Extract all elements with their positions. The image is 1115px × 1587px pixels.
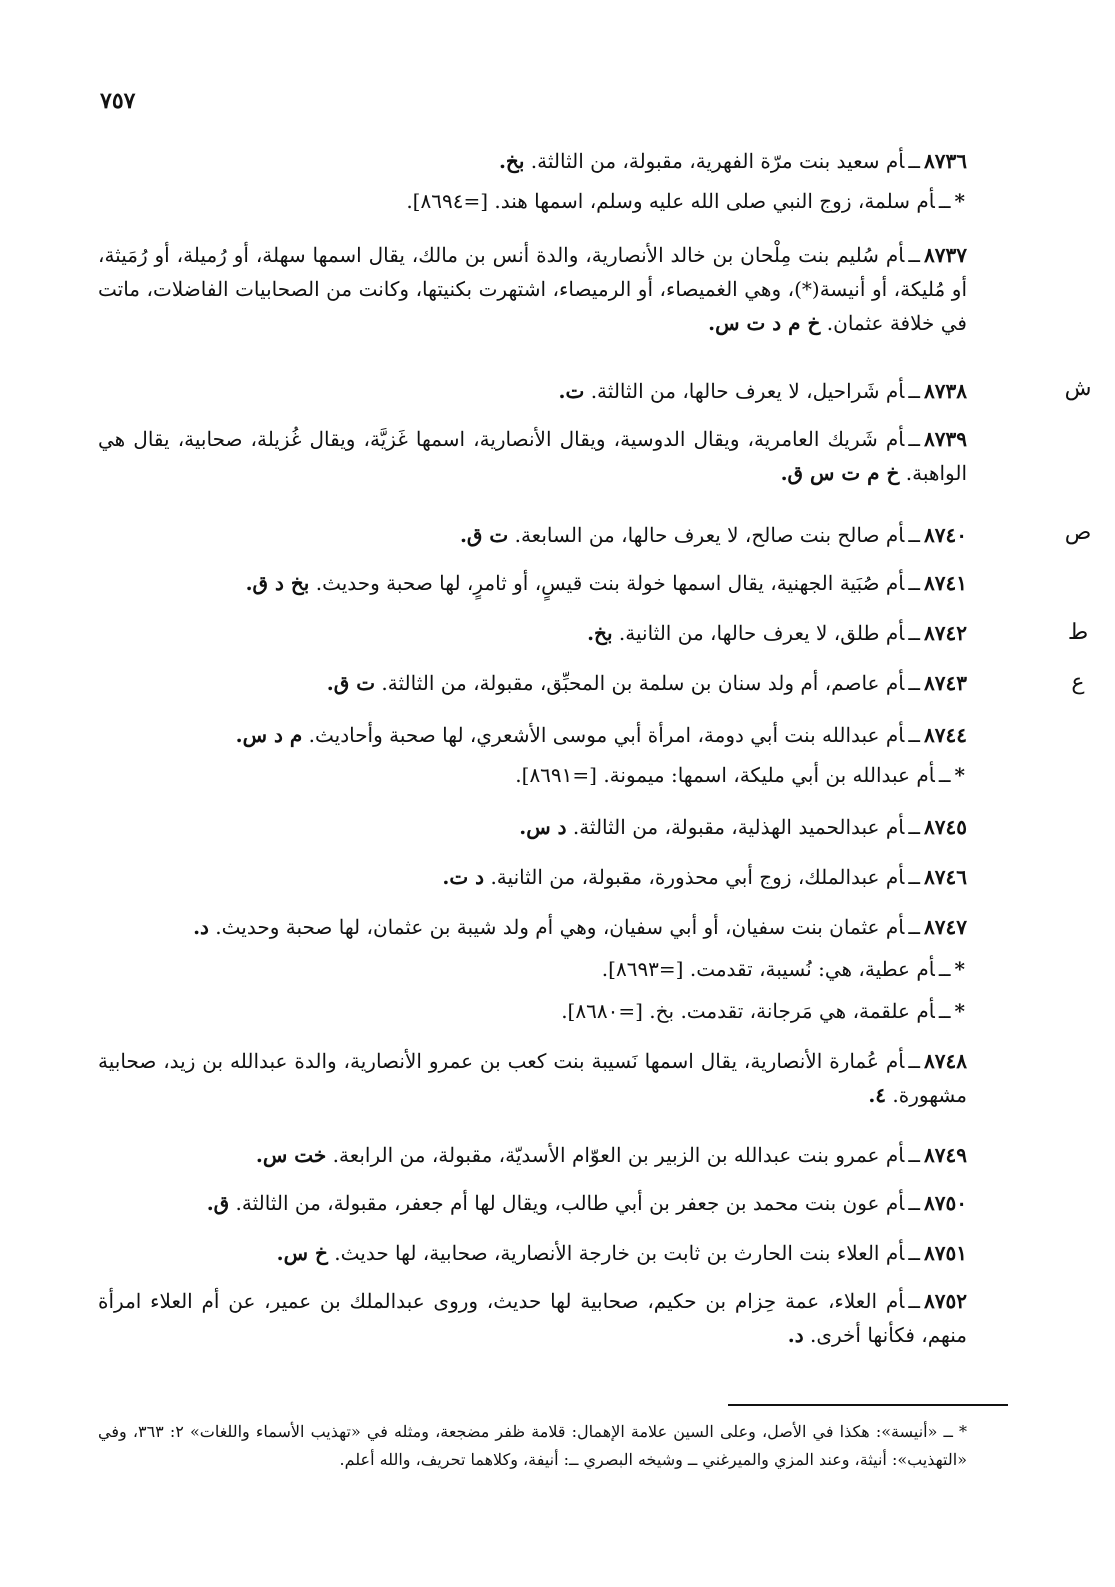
entry-8749: ٨٧٤٩ــأم عمرو بنت عبدالله بن الزبير بن العوّام الأسديّة، مقبولة، من الرابعة. خت س. xyxy=(255,1143,967,1167)
entry-symbols: ق. xyxy=(206,1191,230,1215)
entry-symbols: ت. xyxy=(558,379,585,403)
entry-symbols: ت ق. xyxy=(326,671,376,695)
footnote: * ــ «أنيسة»: هكذا في الأصل، وعلى السين علامة الإهمال: قلامة ظفر مضجعة، ومثله في «تهذيب الأسماء واللغات» ٢: ٣٦٣، وفي «التهذيب»: أنيثة، وعند المزي والميرغني ــ وشيخه البصري ــ: أنيفة، وكلاهما تحريف، والله أعلم. xyxy=(98,1422,967,1469)
entry-8740: ٨٧٤٠ــأم صالح بنت صالح، لا يعرف حالها، من السابعة. ت ق. xyxy=(459,523,967,547)
entry-text: أم عبدالله بنت أبي دومة، امرأة أبي موسى الأشعري، لها صحبة وأحاديث. xyxy=(308,723,905,747)
entry-text: أم سُليم بنت مِلْحان بن خالد الأنصارية، والدة أنس بن مالك، يقال اسمها سهلة، أو رُميلة، أو رُمَيثة، أو مُليكة، أو أنيسة(*)، وهي الغميصاء، أو الرميصاء، اشتهرت بكنيتها، وكانت من الصحابيات الفاضلات، ماتت في خلافة عثمان. xyxy=(98,243,967,335)
entry-number: ٨٧٥٠ xyxy=(924,1191,967,1215)
entry-8737: ٨٧٣٧ــأم سُليم بنت مِلْحان بن خالد الأنصارية، والدة أنس بن مالك، يقال اسمها سهلة، أو رُميلة، أو رُمَيثة، أو مُليكة، أو أنيسة(*)، وهي الغميصاء، أو الرميصاء، اشتهرت بكنيتها، وكانت من الصحابيات الفاضلات، ماتت في خلافة عثمان. خ م د ت س. xyxy=(98,243,967,335)
entry-text: أم عاصم، أم ولد سنان بن سلمة بن المحبِّق، مقبولة، من الثالثة. xyxy=(381,671,905,695)
entry-number: ٨٧٤٣ xyxy=(924,671,967,695)
entry-text: أم العلاء بنت الحارث بن ثابت بن خارجة الأنصارية، صحابية، لها حديث. xyxy=(334,1241,905,1265)
entry-number: ٨٧٣٩ xyxy=(924,427,967,451)
page-number: ٧٥٧ xyxy=(100,88,136,114)
entry-text: أم صالح بنت صالح، لا يعرف حالها، من السابعة. xyxy=(514,523,905,547)
entry-text: أم عون بنت محمد بن جعفر بن أبي طالب، ويقال لها أم جعفر، مقبولة، من الثالثة. xyxy=(235,1191,905,1215)
entry-symbols: خت س. xyxy=(255,1143,327,1167)
entry-number: ٨٧٤٠ xyxy=(924,523,967,547)
footnote-separator xyxy=(728,1404,1008,1406)
entry-number: ٨٧٤٤ xyxy=(924,723,967,747)
entry-symbols: د. xyxy=(787,1323,804,1347)
entry-text: أم عبدالملك، زوج أبي محذورة، مقبولة، من الثانية. xyxy=(490,865,905,889)
entry-8747: ٨٧٤٧ــأم عثمان بنت سفيان، أو أبي سفيان، وهي أم ولد شيبة بن عثمان، لها صحبة وحديث. د. xyxy=(193,915,967,939)
entry-star-umm-abdallah: *ــأم عبدالله بن أبي مليكة، اسمها: ميمونة. [=٨٦٩١]. xyxy=(515,763,965,787)
entry-number: ٨٧٥١ xyxy=(924,1241,967,1265)
entry-symbols: بخ. xyxy=(498,149,525,173)
entry-symbols: بخ. xyxy=(587,621,613,645)
entry-number: ٨٧٤٢ xyxy=(924,621,967,645)
entry-symbols: خ م د ت س. xyxy=(708,311,821,335)
entry-number: ٨٧٤٨ xyxy=(924,1049,967,1073)
entry-text: أم سعيد بنت مرّة الفهرية، مقبولة، من الثالثة. xyxy=(530,149,905,173)
entry-text: أم عبدالحميد الهذلية، مقبولة، من الثالثة. xyxy=(572,815,905,839)
margin-letter-ain: ع xyxy=(1071,670,1085,695)
margin-letter-ta: ط xyxy=(1067,620,1089,645)
entry-star-mark: * xyxy=(954,999,965,1023)
margin-letter-shin: ش xyxy=(1064,376,1092,401)
entry-star-umm-salama: *ــأم سلمة، زوج النبي صلى الله عليه وسلم، اسمها هند. [=٨٦٩٤]. xyxy=(406,189,965,213)
entry-text: أم سلمة، زوج النبي صلى الله عليه وسلم، اسمها هند. [=٨٦٩٤]. xyxy=(406,189,935,213)
entry-8752: ٨٧٥٢ــأم العلاء، عمة حِزام بن حكيم، صحابية لها حديث، وروى عبدالملك بن عمير، عن أم العلاء امرأة منهم، فكأنها أخرى. د. xyxy=(98,1289,967,1347)
entry-symbols: د. xyxy=(193,915,209,939)
entry-symbols: د س. xyxy=(519,815,567,839)
entry-number: ٨٧٥٢ xyxy=(924,1289,967,1313)
entry-number: ٨٧٤٦ xyxy=(924,865,967,889)
entry-8743: ٨٧٤٣ــأم عاصم، أم ولد سنان بن سلمة بن المحبِّق، مقبولة، من الثالثة. ت ق. xyxy=(326,671,967,695)
entry-symbols: بخ د ق. xyxy=(245,571,310,595)
entry-number: ٨٧٣٧ xyxy=(924,243,967,267)
entry-number: ٨٧٣٦ xyxy=(924,149,967,173)
entry-text: أم عثمان بنت سفيان، أو أبي سفيان، وهي أم ولد شيبة بن عثمان، لها صحبة وحديث. xyxy=(215,915,905,939)
entry-symbols: ٤. xyxy=(868,1083,887,1107)
entry-number: ٨٧٣٨ xyxy=(924,379,967,403)
entry-symbols: د ت. xyxy=(442,865,485,889)
entry-8751: ٨٧٥١ــأم العلاء بنت الحارث بن ثابت بن خارجة الأنصارية، صحابية، لها حديث. خ س. xyxy=(276,1241,967,1265)
entry-8741: ٨٧٤١ــأم صُبَية الجهنية، يقال اسمها خولة بنت قيسٍ، أو ثامرٍ، لها صحبة وحديث. بخ د ق. xyxy=(245,571,967,595)
entry-star-umm-atiyya: *ــأم عطية، هي: نُسيبة، تقدمت. [=٨٦٩٣]. xyxy=(601,957,965,981)
entry-number: ٨٧٤٧ xyxy=(924,915,967,939)
entry-number: ٨٧٤١ xyxy=(924,571,967,595)
entry-text: أم عبدالله بن أبي مليكة، اسمها: ميمونة. [=٨٦٩١]. xyxy=(515,763,935,787)
entry-star-mark: * xyxy=(954,957,965,981)
entry-text: أم طلق، لا يعرف حالها، من الثانية. xyxy=(618,621,905,645)
entry-text: أم علقمة، هي مَرجانة، تقدمت. بخ. [=٨٦٨٠]. xyxy=(561,999,935,1023)
entry-text: أم شَريك العامرية، ويقال الدوسية، ويقال الأنصارية، اسمها غَزيَّة، ويقال غُزيلة، صحابية، يقال هي الواهبة. xyxy=(98,427,967,485)
entry-star-umm-alqama: *ــأم علقمة، هي مَرجانة، تقدمت. بخ. [=٨٦٨٠]. xyxy=(561,999,965,1023)
entry-8746: ٨٧٤٦ــأم عبدالملك، زوج أبي محذورة، مقبولة، من الثانية. د ت. xyxy=(442,865,967,889)
entry-text: أم شَراحيل، لا يعرف حالها، من الثالثة. xyxy=(590,379,905,403)
margin-letter-sad: ص xyxy=(1064,520,1092,545)
entry-text: أم عُمارة الأنصارية، يقال اسمها نَسيبة بنت كعب بن عمرو الأنصارية، والدة عبدالله بن زيد، صحابية مشهورة. xyxy=(98,1049,967,1107)
entry-8739: ٨٧٣٩ــأم شَريك العامرية، ويقال الدوسية، ويقال الأنصارية، اسمها غَزيَّة، ويقال غُزيلة، صحابية، يقال هي الواهبة. خ م ت س ق. xyxy=(98,427,967,485)
entry-number: ٨٧٤٥ xyxy=(924,815,967,839)
entry-8742: ٨٧٤٢ــأم طلق، لا يعرف حالها، من الثانية. بخ. xyxy=(587,621,967,645)
entry-8736: ٨٧٣٦ــأم سعيد بنت مرّة الفهرية، مقبولة، من الثالثة. بخ. xyxy=(498,149,967,173)
entry-symbols: خ س. xyxy=(276,1241,328,1265)
entry-text: أم عطية، هي: نُسيبة، تقدمت. [=٨٦٩٣]. xyxy=(601,957,935,981)
entry-star-mark: * xyxy=(954,189,965,213)
entry-star-mark: * xyxy=(954,763,965,787)
entry-8744: ٨٧٤٤ــأم عبدالله بنت أبي دومة، امرأة أبي موسى الأشعري، لها صحبة وأحاديث. م د س. xyxy=(235,723,967,747)
entry-symbols: م د س. xyxy=(235,723,303,747)
entry-8738: ٨٧٣٨ــأم شَراحيل، لا يعرف حالها، من الثالثة. ت. xyxy=(558,379,967,403)
entry-8750: ٨٧٥٠ــأم عون بنت محمد بن جعفر بن أبي طالب، ويقال لها أم جعفر، مقبولة، من الثالثة. ق. xyxy=(206,1191,967,1215)
entry-8745: ٨٧٤٥ــأم عبدالحميد الهذلية، مقبولة، من الثالثة. د س. xyxy=(519,815,967,839)
entry-text: أم العلاء، عمة حِزام بن حكيم، صحابية لها حديث، وروى عبدالملك بن عمير، عن أم العلاء امرأة منهم، فكأنها أخرى. xyxy=(98,1289,967,1347)
entry-number: ٨٧٤٩ xyxy=(924,1143,967,1167)
entry-text: أم عمرو بنت عبدالله بن الزبير بن العوّام الأسديّة، مقبولة، من الرابعة. xyxy=(332,1143,905,1167)
entry-8748: ٨٧٤٨ــأم عُمارة الأنصارية، يقال اسمها نَسيبة بنت كعب بن عمرو الأنصارية، والدة عبدالله بن زيد، صحابية مشهورة. ٤. xyxy=(98,1049,967,1107)
entry-symbols: خ م ت س ق. xyxy=(780,461,900,485)
entry-text: أم صُبَية الجهنية، يقال اسمها خولة بنت قيسٍ، أو ثامرٍ، لها صحبة وحديث. xyxy=(315,571,905,595)
entry-symbols: ت ق. xyxy=(459,523,509,547)
